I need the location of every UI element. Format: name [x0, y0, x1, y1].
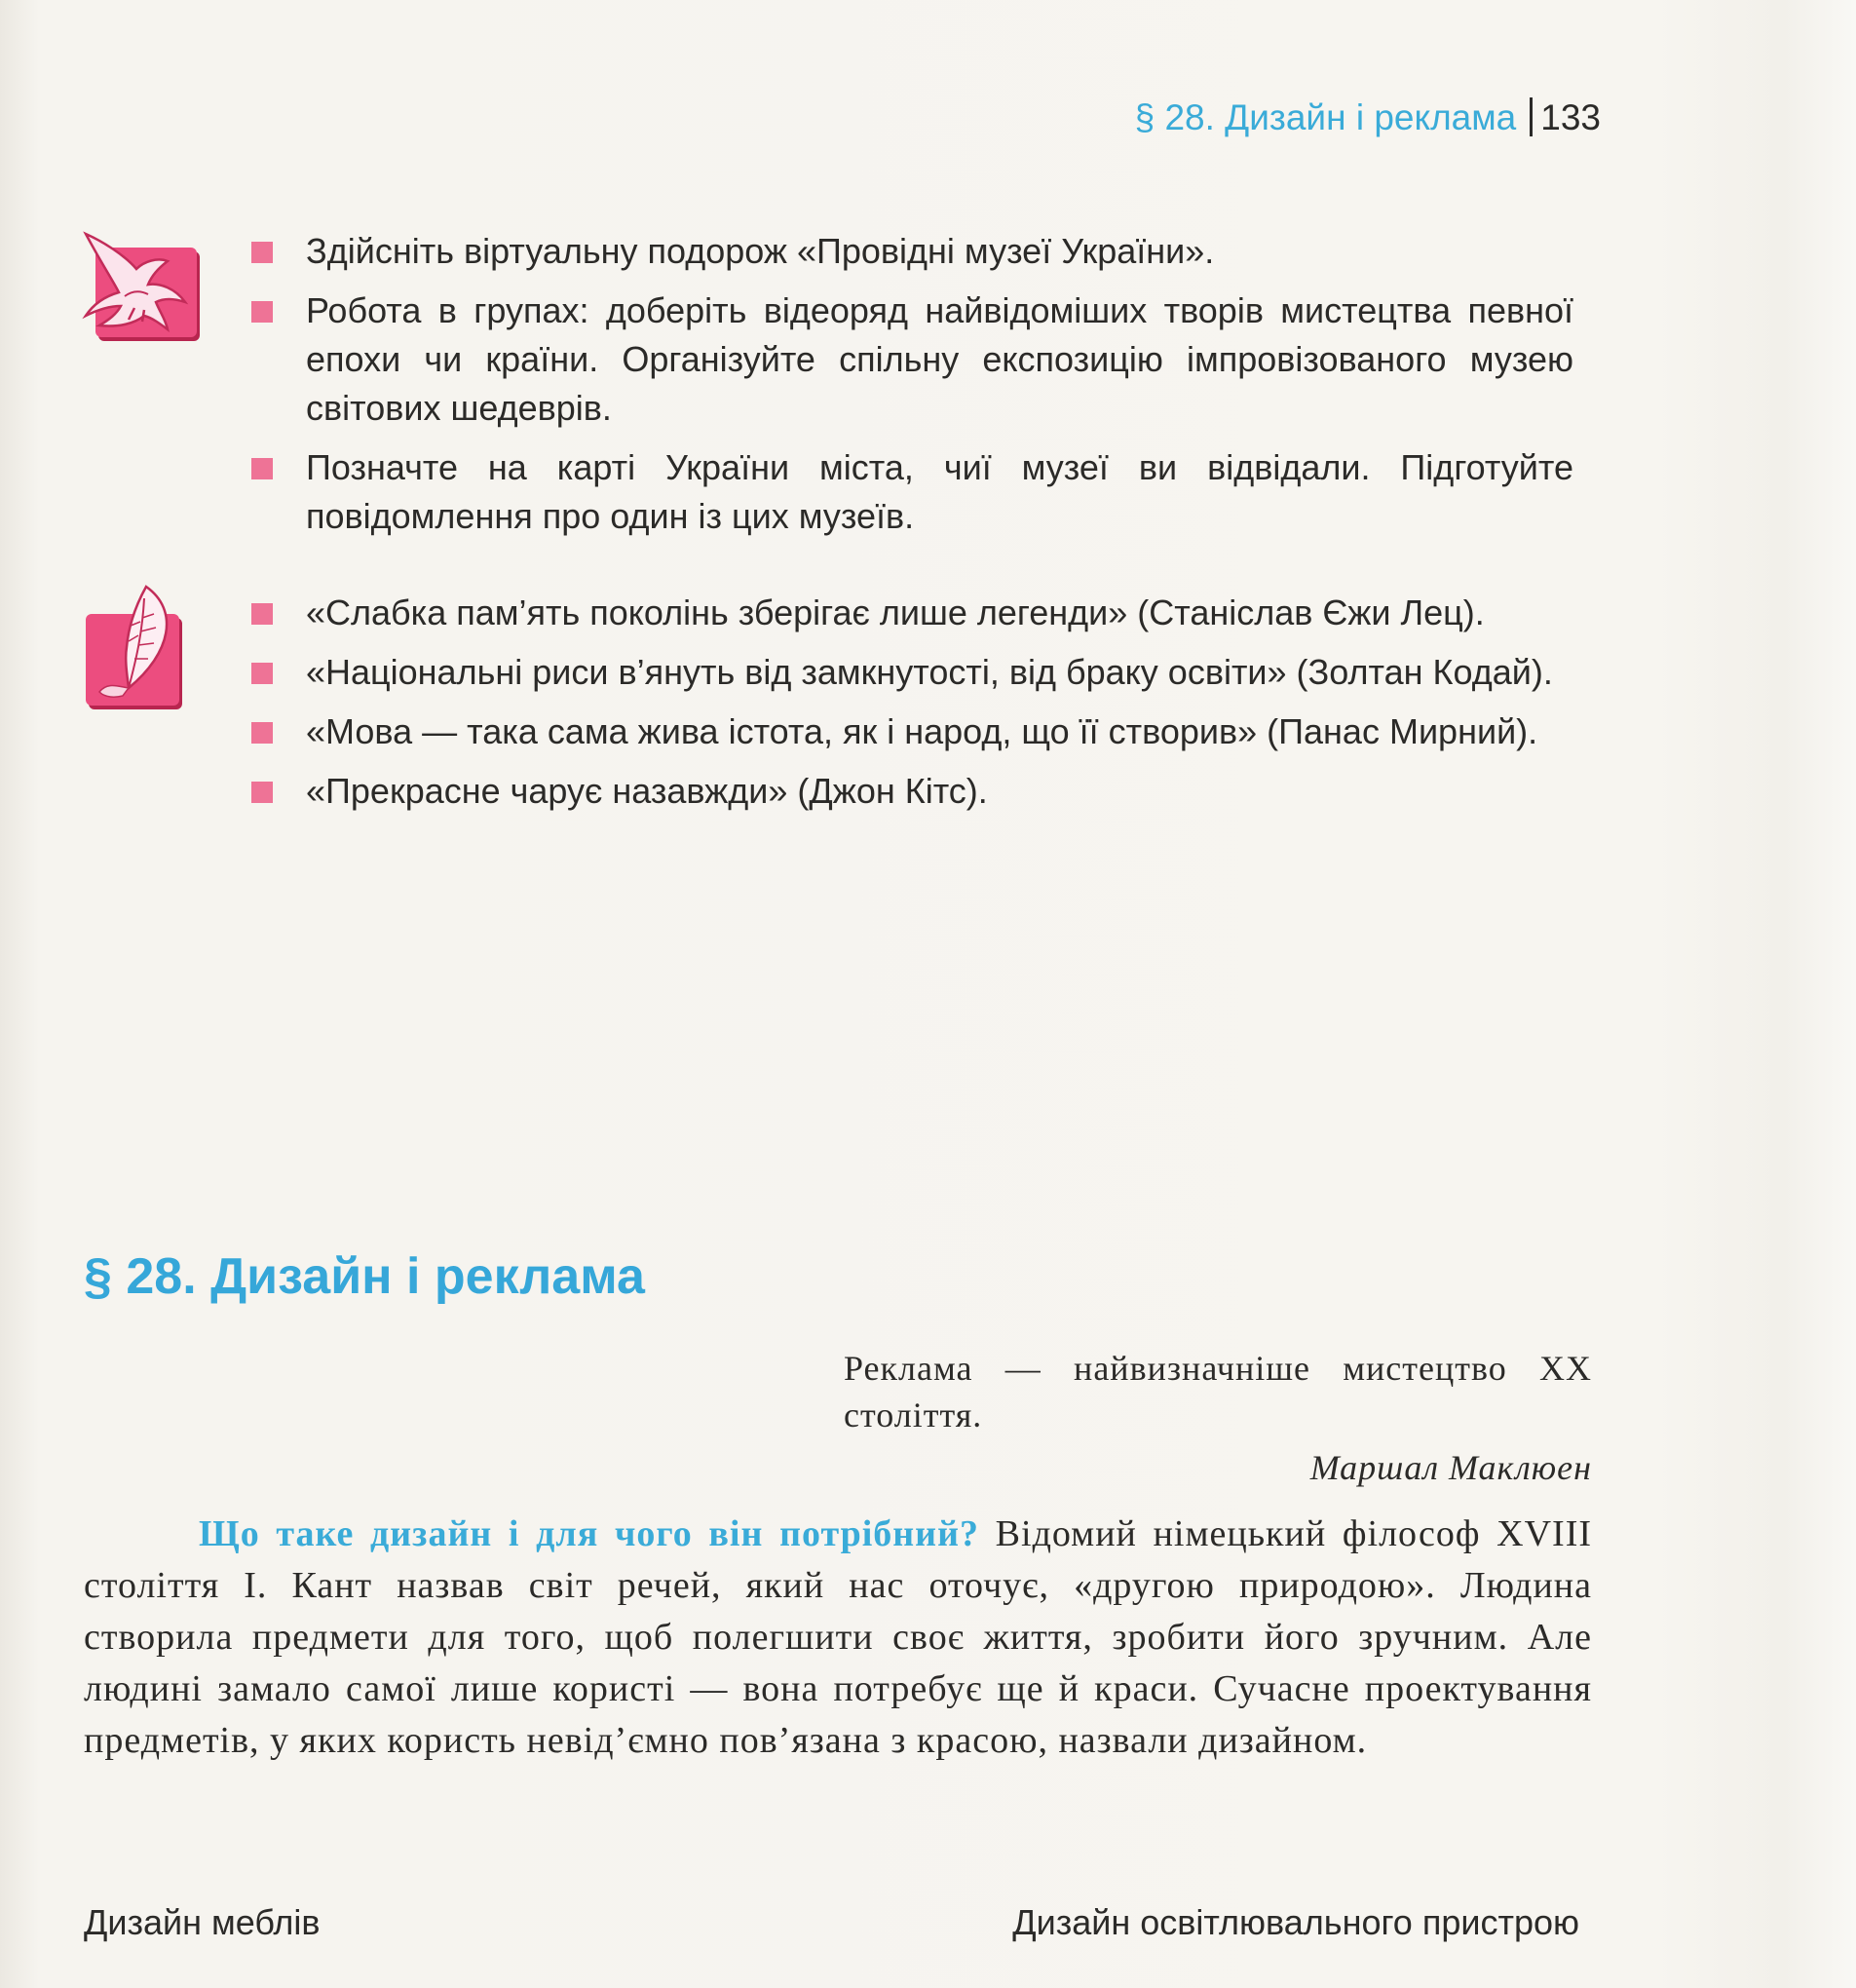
task-item — [251, 443, 1573, 541]
quote-list — [251, 589, 1573, 826]
bullet-marker — [251, 458, 273, 479]
task-item — [251, 227, 1573, 276]
body-text: Відомий німецький філософ XVIII століття І. Кант назвав світ речей, який нас оточує, «другою природою». Людина створила предмети для того, щоб полегшити своє життя, зробити його зручним. Але людині замало самої лише користі — вона потребує ще й краси. Сучасне проектування предметів, у яких користь невід’ємно пов’язана з красою, назвали дизайном. — [84, 1513, 1592, 1761]
task-text: Здійсніть віртуальну подорож «Провідні музеї України». — [306, 231, 1215, 271]
epigraph-author: Маршал Маклюен — [1309, 1448, 1592, 1487]
lead-question: Що таке дизайн і для чого він потрібний? — [199, 1513, 979, 1554]
figure-caption-lighting: Дизайн освітлювального пристрою — [1012, 1902, 1579, 1942]
quote-item — [251, 648, 1573, 697]
figure-caption-furniture: Дизайн меблів — [84, 1902, 321, 1942]
quote-item — [251, 767, 1573, 816]
quote-text: «Слабка пам’ять поколінь зберігає лише легенди» (Станіслав Єжи Лец). — [306, 593, 1485, 632]
page-number: 133 — [1540, 97, 1601, 137]
quote-text: «Мова — така сама жива істота, як і народ, що її створив» (Панас Мирний). — [306, 711, 1538, 751]
running-header — [1135, 97, 1601, 138]
quill-icon — [86, 614, 179, 706]
task-list — [251, 227, 1573, 552]
quote-text: «Національні риси в’януть від замкнутості, від браку освіти» (Золтан Кодай). — [306, 652, 1553, 692]
section-title: § 28. Дизайн і реклама — [84, 1248, 645, 1305]
bullet-marker — [251, 301, 273, 323]
task-text: Позначте на карті України міста, чиї музеї ви відвідали. Підготуйте повідомлення про один із цих музеїв. — [306, 447, 1573, 536]
bullet-marker — [251, 663, 273, 684]
quote-text: «Прекрасне чарує назавжди» (Джон Кітс). — [306, 771, 988, 811]
bullet-marker — [251, 603, 273, 625]
running-header-title: § 28. Дизайн і реклама — [1134, 97, 1517, 137]
quote-item — [251, 589, 1573, 637]
task-item — [251, 287, 1573, 433]
task-text: Робота в групах: доберіть відеоряд найвідоміших творів мистецтва певної епохи чи країни. Організуйте спільну експозицію імпровізованого музею світових шедеврів. — [306, 290, 1573, 428]
running-header-divider — [1530, 97, 1533, 136]
quote-item — [251, 707, 1573, 756]
epigraph: Реклама — найвизначніше мистецтво XX століття. — [844, 1349, 1592, 1434]
pegasus-icon — [95, 248, 197, 337]
body-paragraph — [84, 1509, 1592, 1767]
bullet-marker — [251, 242, 273, 263]
bullet-marker — [251, 782, 273, 803]
bullet-marker — [251, 722, 273, 744]
